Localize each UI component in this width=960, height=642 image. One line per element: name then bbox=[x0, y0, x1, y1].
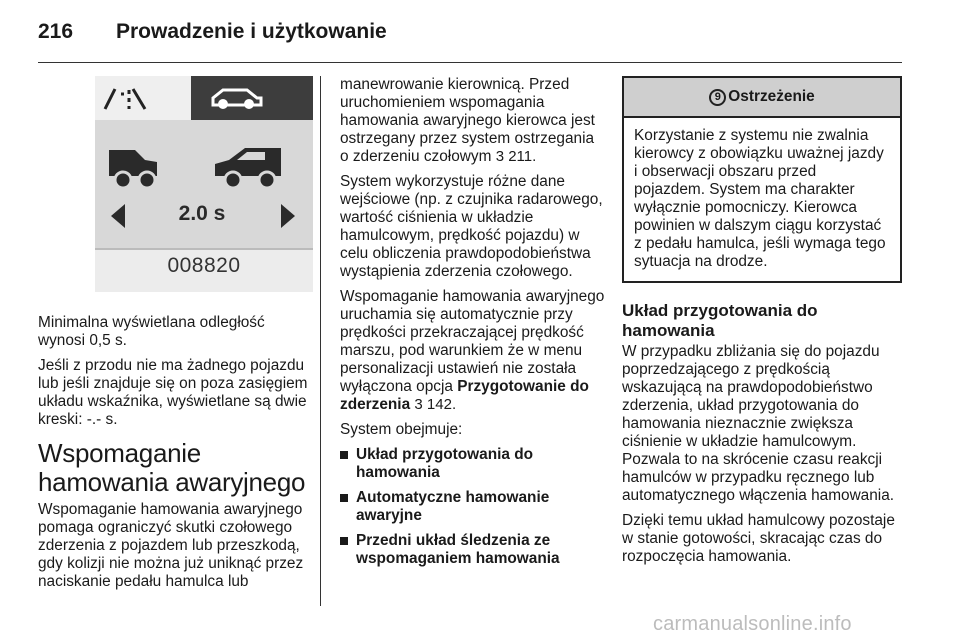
paragraph-text: manewrowanie kierownicą. Przed uruchomieniem wspomagania hamowania awaryjnego kierowca jest ostrzegany przez system ostrzegania o zderzeniu czołowym bbox=[340, 76, 595, 165]
list-item: Przedni układ śledzenia ze wspomaganiem hamowania bbox=[340, 532, 605, 568]
page-reference: 3 142. bbox=[414, 396, 457, 413]
column-3 bbox=[622, 76, 904, 573]
arrow-left-icon bbox=[111, 204, 125, 228]
warning-header bbox=[624, 78, 900, 118]
list-item: Automatyczne hamowanie awaryjne bbox=[340, 489, 605, 525]
subsection-heading: Układ przygotowania do hamowania bbox=[622, 301, 818, 340]
page-number: 216 bbox=[38, 20, 74, 43]
paragraph bbox=[340, 76, 605, 166]
paragraph bbox=[340, 288, 605, 414]
page-title: Prowadzenie i użytkowanie bbox=[116, 20, 387, 43]
warning-icon: 9 bbox=[709, 89, 726, 106]
paragraph-text: Wspomaganie hamowania awaryjnego uruchamia się automatycznie przy prędkości przekraczającej prędkość marszu, pod warunkiem że w menu personalizacji ustawień nie została wyłączona opcja bbox=[340, 288, 605, 395]
lane-assist-icon bbox=[105, 89, 145, 109]
car-rear-icon bbox=[109, 150, 157, 188]
paragraph: Minimalna wyświetlana odległość wynosi 0,5 s. bbox=[38, 314, 265, 349]
column-1 bbox=[38, 76, 308, 598]
list-item: Układ przygotowania do hamowania bbox=[340, 446, 605, 482]
bullet-square-icon bbox=[340, 537, 348, 545]
paragraph: Wspomaganie hamowania awaryjnego pomaga ograniczyć skutki czołowego zderzenia z pojazdem lub przeszkodą, gdy kolizji nie można już uniknąć przez naciskanie pedału hamulca lub bbox=[38, 501, 304, 590]
paragraph: W przypadku zbliżania się do pojazdu poprzedzającego z prędkością wskazującą na prawdopodobieństwo zderzenia, układ przygotowania do hamowania nieznacznie zwiększa ciśnienie w układzie hamulcowym. Pozwala to na skrócenie czasu reakcji hamulców w przypadku ręcznego lub automatycznego włączenia hamowania. bbox=[622, 343, 895, 504]
car-front-icon bbox=[213, 90, 261, 108]
menu-option-name: Przygotowanie do zderzenia bbox=[340, 378, 589, 413]
page-header bbox=[38, 14, 387, 50]
feature-list bbox=[340, 446, 605, 568]
paragraph: System wykorzystuje różne dane wejściowe (np. z czujnika radarowego, wartość ciśnienia w układzie hamulcowym, prędkość pojazdu) w celu obliczenia prawdopodobieństwa wystąpienia zderzenia czołowego. bbox=[340, 173, 603, 280]
distance-value: 2.0 s bbox=[178, 202, 226, 225]
arrow-right-icon bbox=[281, 204, 295, 228]
header-divider bbox=[38, 62, 902, 63]
watermark: carmanualsonline.info bbox=[653, 613, 852, 635]
warning-text: Korzystanie z systemu nie zwalnia kierowcy z obowiązku uważnej jazdy i obserwacji obszaru przed pojazdem. System ma charakter wyłącznie pomocniczy. Kierowca powinien w dalszym ciągu korzystać z pedału hamulca, jeśli wymaga tego sytuacja na drodze. bbox=[634, 127, 886, 270]
warning-title: Ostrzeżenie bbox=[728, 88, 815, 105]
paragraph: Jeśli z przodu nie ma żadnego pojazdu lub jeśli znajduje się on poza zasięgiem układu wskaźnika, wyświetlane są dwie kreski: -.- s. bbox=[38, 357, 308, 428]
distance-display-figure bbox=[95, 76, 313, 290]
bullet-square-icon bbox=[340, 451, 348, 459]
paragraph: System obejmuje: bbox=[340, 421, 463, 438]
column-divider-1 bbox=[320, 76, 321, 606]
column-2 bbox=[340, 76, 605, 575]
page-reference: 3 211. bbox=[495, 148, 537, 165]
warning-box bbox=[622, 76, 902, 283]
paragraph: Dzięki temu układ hamulcowy pozostaje w stanie gotowości, skracając czas do rozpoczęcia hamowania. bbox=[622, 512, 895, 565]
section-heading: Wspomaganie hamowania awaryjnego bbox=[38, 438, 306, 497]
car-side-icon bbox=[215, 148, 281, 188]
odometer-value: 008820 bbox=[167, 254, 241, 277]
bullet-square-icon bbox=[340, 494, 348, 502]
